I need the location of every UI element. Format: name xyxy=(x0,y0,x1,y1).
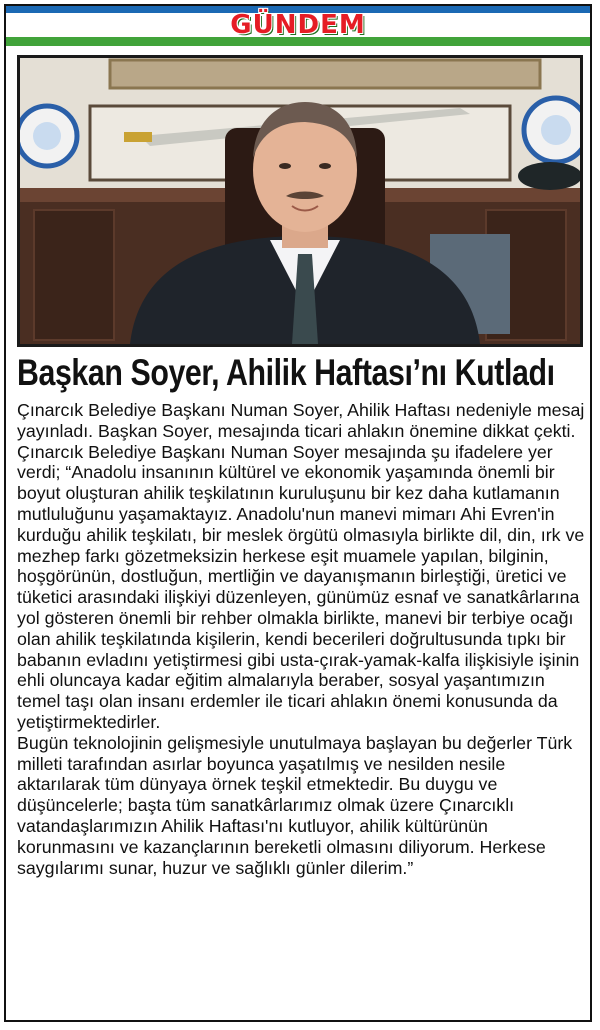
portrait-illustration xyxy=(20,58,580,344)
article-paragraph: Çınarcık Belediye Başkanı Numan Soyer mesajında şu ifadelere yer verdi; “Anadolu insanının kültürel ve ekonomik yaşamında önemli bir boyut oluşturan ahilik teşkilatının kuruluşunu bir kez daha kutlamanın mutluluğunu yaşamaktayız. Anadolu'nun manevi mimarı Ahi Evren'in kurduğu ahilik teşkilatı, bir meslek örgütü olmasıyla birlikte dil, din, ırk ve mezhep farkı gözetmeksizin herkese eşit muamele yapılan, bilginin, hoşgörünün, dostluğun, mertliğin ve dayanışmanın birleştiği, üretici ve tüketici arasındaki ilişkiyi düzenleyen, günümüz esnaf ve sanatkârlarına yol gösteren önemli bir rehber olmakla birlikte, manevi bir terbiye ocağı olan ahilik teşkilatında kişilerin, kendi becerileri doğrultusunda tıpkı bir babanın evladını yetiştirmesi gibi usta-çırak-yamak-kalfa ilişkisiyle işinin ehli oluncaya kadar eğitim almalarıyla beraber, sosyal yaşantımızın temel taşı olan insanı erdemler ile ticari ahlakın önemi konusunda da yetiştirmektedirler. xyxy=(17,441,585,732)
article-paragraph: Bugün teknolojinin gelişmesiyle unutulmaya başlayan bu değerler Türk milleti tarafından asırlar boyunca yaşatılmış ve nesilden nesile aktarılarak tüm dünyaya örnek teşkil etmektedir. Bu duygu ve düşüncelerle; başta tüm sanatkârlarımız olmak üzere Çınarcıklı vatandaşlarımızın Ahilik Haftası'nı kutluyor, ahilik kültürünün korunmasını ve kazançlarının bereketli olmasını diliyorum. Herkese saygılarımı sunar, huzur ve sağlıklı günler dilerim.” xyxy=(17,732,573,878)
mayor-portrait-photo xyxy=(17,55,583,347)
section-label: GÜNDEM xyxy=(230,10,366,40)
section-header xyxy=(6,6,590,46)
newspaper-clipping xyxy=(4,4,592,1022)
article-body xyxy=(17,400,587,878)
article-paragraph: Çınarcık Belediye Başkanı Numan Soyer, Ahilik Haftası nedeniyle mesaj yayınladı. Başkan Soyer, mesajında ticari ahlakın önemine dikkat çekti. xyxy=(17,400,585,441)
article-headline: Başkan Soyer, Ahilik Haftası’nı Kutladı xyxy=(17,352,555,393)
